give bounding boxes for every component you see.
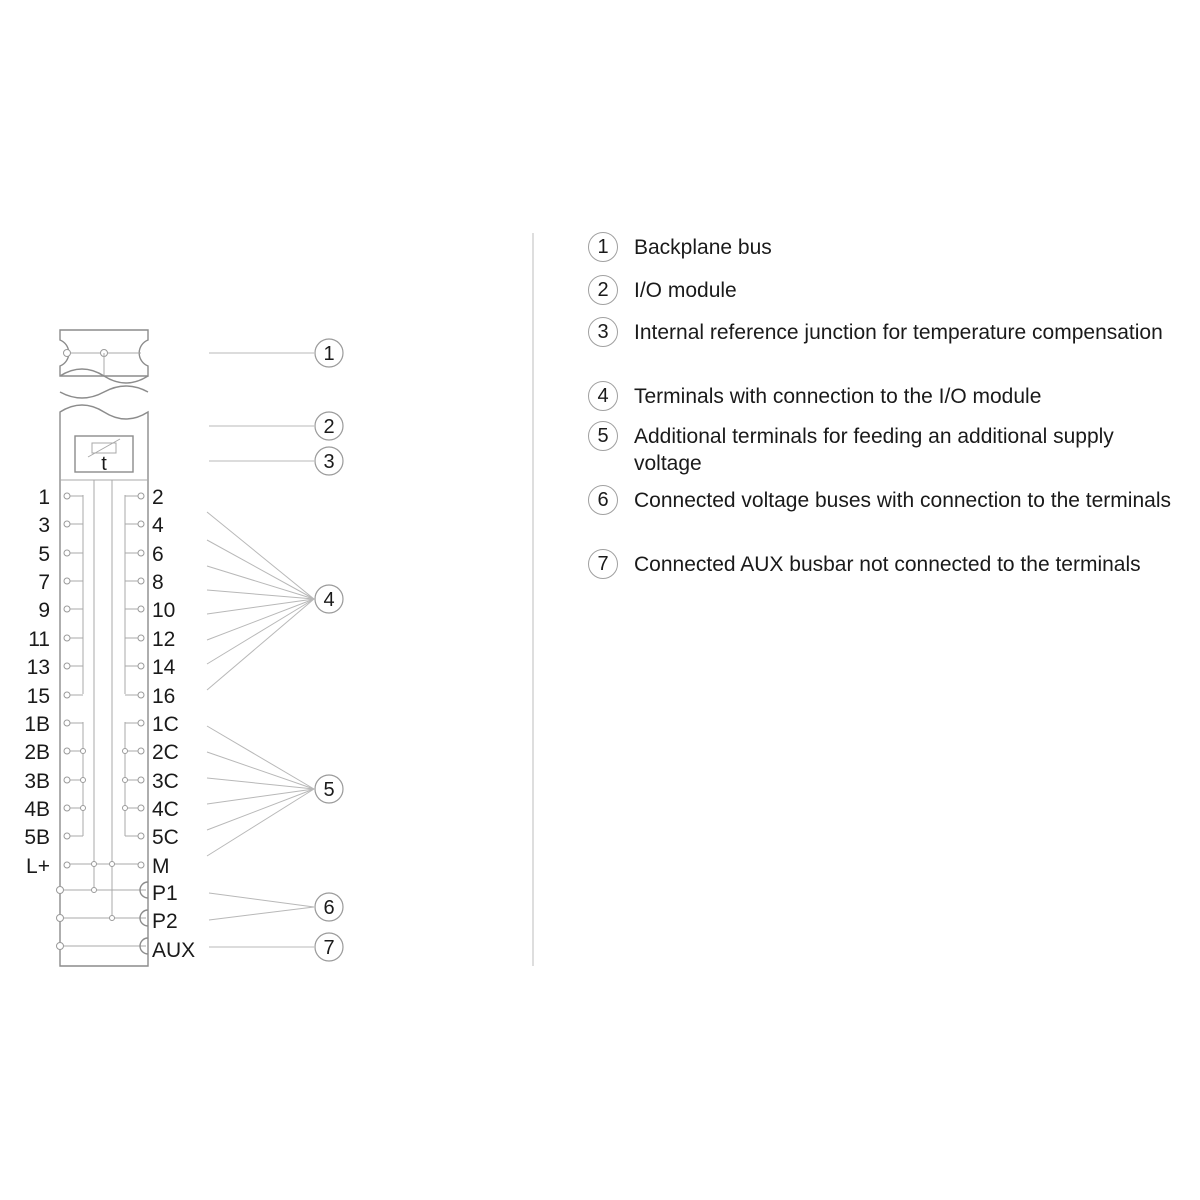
terminal-label-left: 5 bbox=[38, 543, 50, 566]
terminal-point bbox=[138, 550, 144, 556]
terminal-label-right: 6 bbox=[152, 543, 164, 566]
terminal-point bbox=[64, 493, 70, 499]
legend-text: I/O module bbox=[634, 279, 737, 302]
terminal-label-left: L+ bbox=[26, 855, 50, 878]
terminal-point bbox=[138, 493, 144, 499]
callout-7 bbox=[315, 933, 343, 961]
terminal-point bbox=[64, 720, 70, 726]
terminal-point bbox=[138, 521, 144, 527]
callout-number: 2 bbox=[323, 416, 335, 438]
terminal-point bbox=[138, 805, 144, 811]
terminal-label-left: 13 bbox=[26, 656, 50, 679]
terminal-point bbox=[64, 663, 70, 669]
io-module bbox=[60, 405, 148, 966]
terminal-label-left: 3 bbox=[38, 514, 50, 537]
terminal-point bbox=[138, 606, 144, 612]
callout-1 bbox=[315, 339, 343, 367]
terminal-label-right: 4 bbox=[152, 514, 164, 537]
terminal-point bbox=[64, 748, 70, 754]
callout-number: 6 bbox=[323, 897, 335, 919]
legend-text: Connected voltage buses with connection to the terminals bbox=[634, 489, 1171, 512]
callout-6 bbox=[315, 893, 343, 921]
terminal-label-left: 1B bbox=[24, 713, 50, 736]
terminal-label-right: 10 bbox=[152, 599, 176, 622]
callout-number: 1 bbox=[323, 343, 335, 365]
terminal-label-right: 8 bbox=[152, 571, 164, 594]
terminal-label-left: 3B bbox=[24, 770, 50, 793]
terminal-point bbox=[64, 606, 70, 612]
legend-number: 4 bbox=[588, 381, 618, 411]
legend-text: Terminals with connection to the I/O module bbox=[634, 385, 1042, 408]
legend-number: 2 bbox=[588, 275, 618, 305]
terminal-label-right: 3C bbox=[152, 770, 179, 793]
terminal-point bbox=[64, 805, 70, 811]
callout-2 bbox=[315, 412, 343, 440]
terminal-label-left: 2B bbox=[24, 741, 50, 764]
legend-text: Internal reference junction for temperature compensation bbox=[634, 321, 1163, 344]
terminal-point bbox=[64, 521, 70, 527]
legend-text: Connected AUX busbar not connected to the terminals bbox=[634, 553, 1141, 576]
terminal-point bbox=[64, 862, 70, 868]
callout-4 bbox=[315, 585, 343, 613]
legend-number: 7 bbox=[588, 549, 618, 579]
terminal-point bbox=[138, 748, 144, 754]
terminal-label-left: 4B bbox=[24, 798, 50, 821]
terminal-label-right: P2 bbox=[152, 910, 178, 933]
terminal-point bbox=[138, 862, 144, 868]
terminal-point bbox=[64, 692, 70, 698]
terminal-label-right: 16 bbox=[152, 685, 176, 708]
reference-junction bbox=[75, 436, 133, 475]
terminal-label-right: 4C bbox=[152, 798, 179, 821]
terminal-point bbox=[64, 635, 70, 641]
terminal-label-left: 11 bbox=[28, 628, 50, 651]
callout-5 bbox=[315, 775, 343, 803]
legend-number: 3 bbox=[588, 317, 618, 347]
legend-number: 6 bbox=[588, 485, 618, 515]
legend-text: Additional terminals for feeding an additional supply voltage bbox=[634, 425, 1114, 475]
legend-number: 5 bbox=[588, 421, 618, 451]
legend-number: 1 bbox=[588, 232, 618, 262]
terminal-label-left: 5B bbox=[24, 826, 50, 849]
terminal-label-right: 1C bbox=[152, 713, 179, 736]
callout-leaders bbox=[207, 353, 314, 947]
terminal-marks bbox=[57, 493, 145, 950]
thermo-symbol: t bbox=[101, 453, 107, 475]
left-terminal-labels bbox=[24, 486, 50, 878]
callout-number: 7 bbox=[323, 937, 335, 959]
right-terminal-labels bbox=[152, 486, 195, 962]
terminal-point bbox=[138, 692, 144, 698]
terminal-point bbox=[64, 550, 70, 556]
terminal-point bbox=[138, 720, 144, 726]
terminal-label-right: 5C bbox=[152, 826, 179, 849]
terminal-point bbox=[138, 578, 144, 584]
terminal-label-left: 15 bbox=[26, 685, 50, 708]
terminal-point bbox=[64, 777, 70, 783]
terminal-label-right: 2C bbox=[152, 741, 179, 764]
terminal-label-right: 12 bbox=[152, 628, 176, 651]
terminal-label-right: 2 bbox=[152, 486, 164, 509]
terminal-point bbox=[64, 833, 70, 839]
terminal-label-left: 9 bbox=[38, 599, 50, 622]
terminal-point bbox=[64, 578, 70, 584]
terminal-label-left: 7 bbox=[38, 571, 50, 594]
legend-text: Backplane bus bbox=[634, 236, 772, 259]
terminal-point bbox=[138, 833, 144, 839]
terminal-label-right: 14 bbox=[152, 656, 176, 679]
callout-circles bbox=[315, 339, 343, 961]
callout-number: 5 bbox=[323, 779, 335, 801]
terminal-point bbox=[138, 663, 144, 669]
terminal-label-right: P1 bbox=[152, 882, 178, 905]
terminal-label-left: 1 bbox=[38, 486, 50, 509]
callout-number: 4 bbox=[323, 589, 335, 611]
terminal-label-right: M bbox=[152, 855, 170, 878]
terminal-label-right: AUX bbox=[152, 939, 196, 962]
terminal-point bbox=[138, 777, 144, 783]
callout-number: 3 bbox=[323, 451, 335, 473]
terminal-point bbox=[138, 635, 144, 641]
callout-3 bbox=[315, 447, 343, 475]
backplane-bus bbox=[60, 330, 148, 398]
